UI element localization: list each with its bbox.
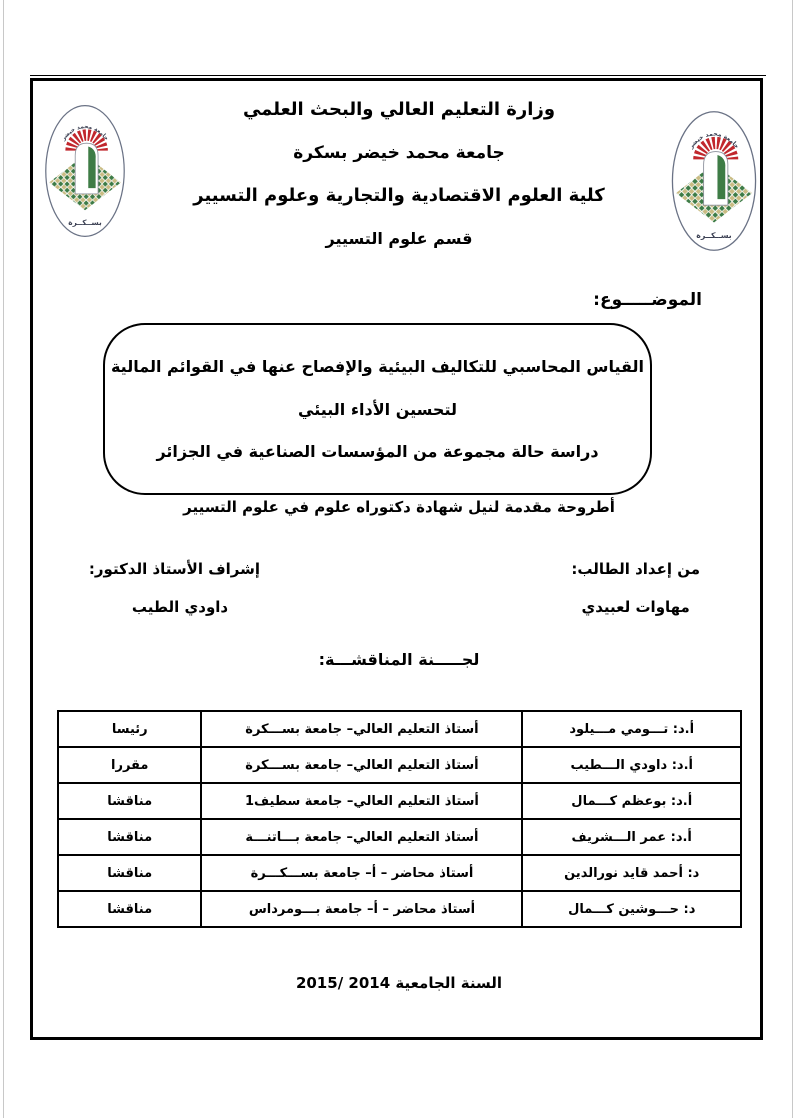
subject-label: الموضـــــوع:: [593, 290, 702, 310]
title-line-3: دراسة حالة مجموعة من المؤسسات الصناعية في الجزائر: [156, 442, 599, 462]
jury-row: [58, 855, 741, 891]
jury-row: [58, 819, 741, 855]
jury-member-position: أستاذ التعليم العالي– جامعة بـــاتنـــة: [201, 819, 522, 855]
committee-heading: لجـــــنة المناقشـــة:: [318, 650, 480, 669]
jury-member-role: مناقشا: [58, 891, 201, 927]
university-seal-icon: [670, 110, 758, 252]
supervisor-name: داودي الطيب: [131, 598, 229, 616]
right-page-edge: [792, 0, 793, 1118]
department-line: قسم علوم التسيير: [325, 229, 473, 248]
title-line-2: لتحسين الأداء البيئي: [298, 399, 457, 419]
jury-member-name: أ.د: عمر الـــشريف: [522, 819, 741, 855]
jury-member-role: مناقشا: [58, 819, 201, 855]
academic-year: السنة الجامعية 2014 /2015: [295, 974, 503, 992]
supervisor-block: [88, 560, 260, 616]
jury-member-name: د: حـــوشين كـــمال: [522, 891, 741, 927]
jury-member-role: مناقشا: [58, 783, 201, 819]
faculty-line: كلية العلوم الاقتصادية والتجارية وعلوم التسيير: [193, 185, 605, 206]
university-seal-icon: [44, 104, 126, 238]
student-block: [571, 560, 700, 616]
thesis-degree-note: أطروحة مقدمة لنيل شهادة دكتوراه علوم في علوم التسيير: [183, 498, 615, 516]
jury-member-role: رئيسا: [58, 711, 201, 747]
student-label: من إعداد الطالب:: [571, 560, 700, 578]
jury-table: [57, 710, 742, 928]
university-line: جامعة محمد خيضر بسكرة: [293, 143, 505, 163]
jury-member-role: مناقشا: [58, 855, 201, 891]
jury-member-position: أستاذ التعليم العالي– جامعة بســـكرة: [201, 747, 522, 783]
jury-member-position: أستاذ التعليم العالي– جامعة سطيف1: [201, 783, 522, 819]
jury-member-position: أستاذ محاضر – أ– جامعة بـــومرداس: [201, 891, 522, 927]
university-seal-left: [44, 104, 126, 238]
jury-member-position: أستاذ محاضر – أ– جامعة بســـكـــرة: [201, 855, 522, 891]
jury-member-name: أ.د: تـــومي مـــيلود: [522, 711, 741, 747]
seal-bottom-text: بســكــرة: [68, 217, 102, 227]
supervisor-label: إشراف الأستاذ الدكتور:: [88, 560, 260, 578]
seal-arc-text: جامعة محمد خيضر: [60, 124, 110, 142]
thesis-title-box: [103, 323, 652, 495]
seal-bottom-text: بســكــرة: [696, 231, 732, 241]
university-seal-right: [670, 110, 758, 252]
institution-header: [150, 94, 648, 266]
jury-member-name: أ.د: بوعظم كـــمال: [522, 783, 741, 819]
seal-arc-text: جامعة محمد خيضر: [687, 130, 741, 151]
ministry-line: وزارة التعليم العالي والبحث العلمي: [242, 99, 556, 120]
jury-row: [58, 891, 741, 927]
jury-member-name: د: أحمد قايد نورالدين: [522, 855, 741, 891]
jury-row: [58, 747, 741, 783]
student-name: مهاوات لعبيدي: [581, 598, 690, 616]
title-line-1: القياس المحاسبي للتكاليف البيئية والإفصاح عنها في القوائم المالية: [110, 356, 645, 376]
jury-member-role: مقررا: [58, 747, 201, 783]
top-rule-line: [30, 75, 766, 76]
jury-member-position: أستاذ التعليم العالي– جامعة بســـكرة: [201, 711, 522, 747]
left-page-edge: [3, 0, 4, 1118]
jury-member-name: أ.د: داودي الـــطيب: [522, 747, 741, 783]
jury-row: [58, 783, 741, 819]
jury-row: [58, 711, 741, 747]
